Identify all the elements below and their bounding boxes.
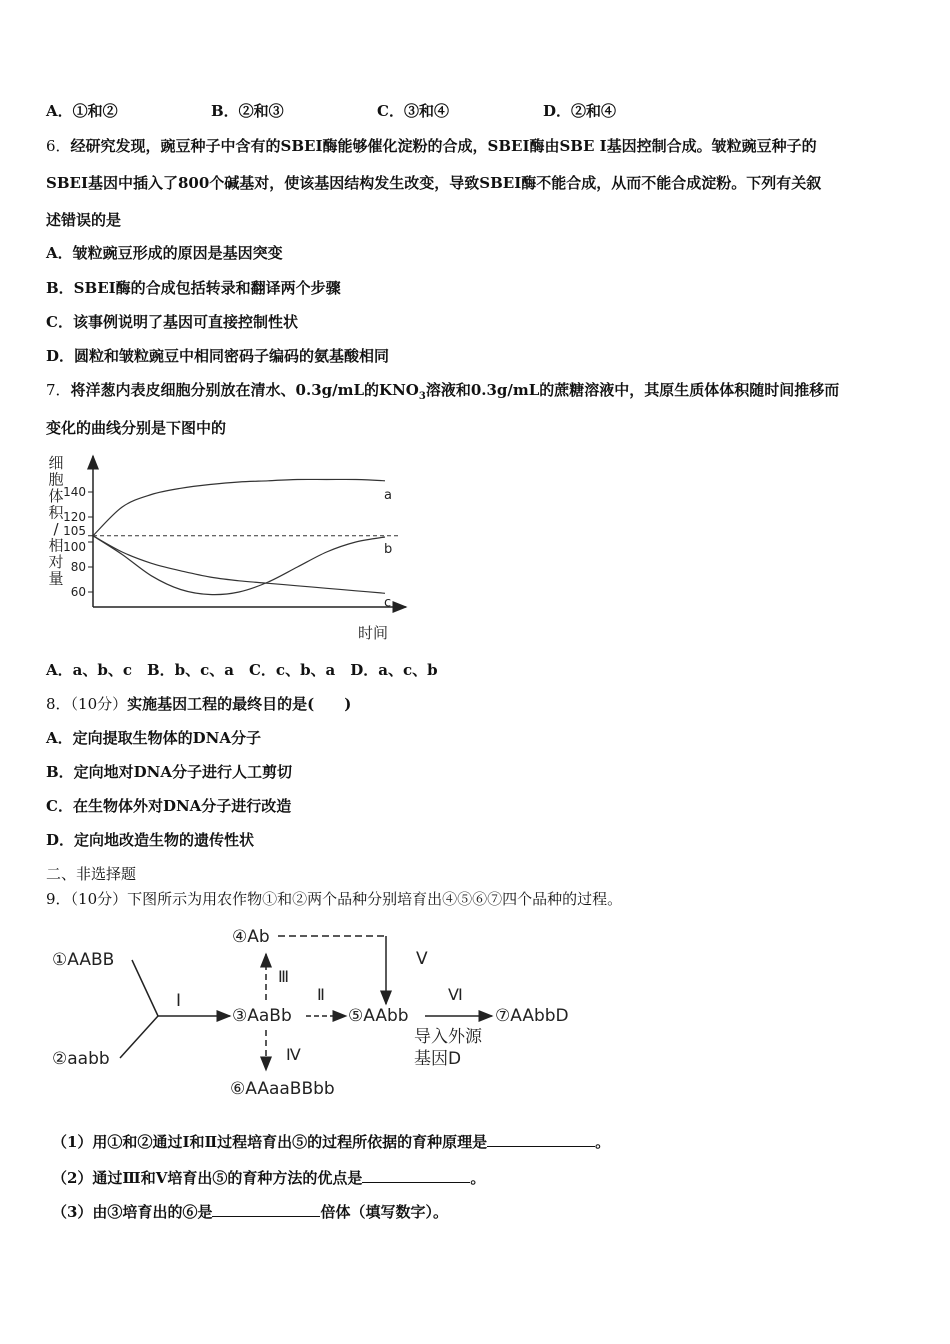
q7-options: A．a、b、c B．b、c、a C．c、b、a D．a、c、b <box>46 661 438 679</box>
y-axis-label-char: 对 <box>48 553 64 571</box>
q9-sub-3-text: （3）由③培育出的⑥是 <box>52 1203 213 1221</box>
q6-option-c: C．该事例说明了基因可直接控制性状 <box>46 313 298 331</box>
q8-option-a: A．定向提取生物体的DNA分子 <box>46 729 261 747</box>
q6-option-a: A．皱粒豌豆形成的原因是基因突变 <box>46 244 283 262</box>
cell-volume-chart <box>40 452 420 647</box>
step-4-label: Ⅳ <box>286 1045 301 1064</box>
node-6-aaaabbbb: ⑥AAaaBBbb <box>230 1079 335 1099</box>
q8-option-b: B．定向地对DNA分子进行人工剪切 <box>46 763 293 781</box>
y-tick-label: 60 <box>70 585 86 599</box>
y-axis-label-char: 胞 <box>48 470 64 489</box>
y-tick-label: 80 <box>70 560 86 574</box>
gene-label-line-2: 基因D <box>414 1049 462 1069</box>
q5-options <box>46 101 616 121</box>
q7-stem-subscript: 3 <box>418 391 426 402</box>
y-tick-label: 140 <box>63 485 86 499</box>
node-1-aabb: ①AABB <box>52 950 115 970</box>
q9-number: 9． <box>46 890 71 908</box>
q9-sub-3 <box>52 1202 448 1222</box>
y-axis-label-char: / <box>53 520 59 538</box>
q8-option-d: D．定向地改造生物的遗传性状 <box>46 831 255 849</box>
series-line-c <box>93 536 385 594</box>
q9-stem: 下图所示为用农作物①和②两个品种分别培育出④⑤⑥⑦四个品种的过程。 <box>127 890 623 908</box>
q9-sub-2 <box>52 1168 485 1188</box>
q9-sub-1 <box>52 1132 610 1152</box>
node-5-aabb: ⑤AAbb <box>348 1006 409 1026</box>
gene-label-line-1: 导入外源 <box>414 1027 482 1047</box>
series-line-a <box>93 479 385 535</box>
q8-option-c: C．在生物体外对DNA分子进行改造 <box>46 797 292 815</box>
breeding-diagram <box>40 918 600 1103</box>
y-tick-label: 105 <box>63 523 86 538</box>
q5-option-b: B．②和③ <box>211 102 284 120</box>
y-axis-label-char: 量 <box>48 569 64 588</box>
q5-option-d: D．②和④ <box>543 102 617 120</box>
q8-stem: 实施基因工程的最终目的是( ) <box>127 695 352 713</box>
q9-stem-line <box>46 889 622 909</box>
y-axis-label-char: 相 <box>48 536 64 555</box>
series-label-c: c <box>384 595 392 611</box>
q9-sub-2-text: （2）通过Ⅲ和Ⅴ培育出⑤的育种方法的优点是 <box>52 1169 363 1187</box>
q8-stem-line <box>46 694 351 714</box>
q9-score: （10分） <box>70 890 128 908</box>
step-2-label: Ⅱ <box>317 985 325 1004</box>
y-tick-label: 100 <box>63 540 86 554</box>
q5-option-a: A．①和② <box>46 102 118 120</box>
q5-option-c: C．③和④ <box>377 102 449 120</box>
x-axis-label: 时间 <box>358 624 389 642</box>
node-3-aabb: ③AaBb <box>232 1006 292 1026</box>
y-axis-label-char: 积 <box>48 503 64 522</box>
step-5-label: Ⅴ <box>416 949 428 969</box>
step-1-label: Ⅰ <box>176 991 182 1011</box>
q6-option-d: D．圆粒和皱粒豌豆中相同密码子编码的氨基酸相同 <box>46 347 390 365</box>
q7-stem-line-2: 变化的曲线分别是下图中的 <box>46 419 227 437</box>
step-3-label: Ⅲ <box>278 967 290 986</box>
node-2-aabb: ②aabb <box>52 1049 110 1069</box>
q6-option-b: B．SBEI酶的合成包括转录和翻译两个步骤 <box>46 279 341 297</box>
q9-sub-1-blank[interactable] <box>487 1132 595 1147</box>
q9-sub-1-text: （1）用①和②通过Ⅰ和Ⅱ过程培育出⑤的过程所依据的育种原理是 <box>52 1133 488 1151</box>
series-label-a: a <box>384 487 392 503</box>
series-line-b <box>93 536 385 595</box>
section-2-title: 二、非选择题 <box>46 865 137 883</box>
q7-stem-line-1 <box>46 380 839 407</box>
q7-stem-a: 将洋葱内表皮细胞分别放在清水、0.3g/mL的KNO <box>70 381 419 399</box>
step-6-label: Ⅵ <box>448 985 463 1004</box>
branch-lower <box>120 1016 158 1058</box>
q9-sub-3-end: 倍体（填写数字）。 <box>320 1203 448 1221</box>
q6-stem-line-1 <box>46 136 817 156</box>
y-axis-label <box>48 454 64 588</box>
q6-number: 6． <box>46 137 71 155</box>
y-axis-label-char: 细 <box>48 454 64 472</box>
q7-stem-b: 溶液和0.3g/mL的蔗糖溶液中，其原生质体体积随时间推移而 <box>425 381 840 399</box>
node-7-aabbd: ⑦AAbbD <box>495 1006 569 1026</box>
q6-stem-1: 经研究发现，豌豆种子中含有的SBEI酶能够催化淀粉的合成，SBEI酶由SBE I基因控制合成。皱粒豌豆种子的 <box>70 137 817 155</box>
q6-stem-line-2: SBEI基因中插入了800个碱基对，使该基因结构发生改变，导致SBEI酶不能合成，从而不能合成淀粉。下列有关叙 <box>46 174 822 192</box>
q9-sub-1-end: 。 <box>595 1133 611 1151</box>
q9-sub-2-end: 。 <box>470 1169 486 1187</box>
q8-number: 8． <box>46 695 71 713</box>
node-4-ab: ④Ab <box>232 927 270 947</box>
y-axis-label-char: 体 <box>48 487 64 505</box>
q9-sub-3-blank[interactable] <box>212 1202 320 1217</box>
q9-sub-2-blank[interactable] <box>362 1168 470 1183</box>
q8-score: （10分） <box>70 695 128 713</box>
q7-number: 7． <box>46 381 71 399</box>
branch-upper <box>132 960 158 1016</box>
series-label-b: b <box>384 542 393 557</box>
q6-stem-line-3: 述错误的是 <box>46 211 122 229</box>
y-tick-label: 120 <box>63 510 86 524</box>
